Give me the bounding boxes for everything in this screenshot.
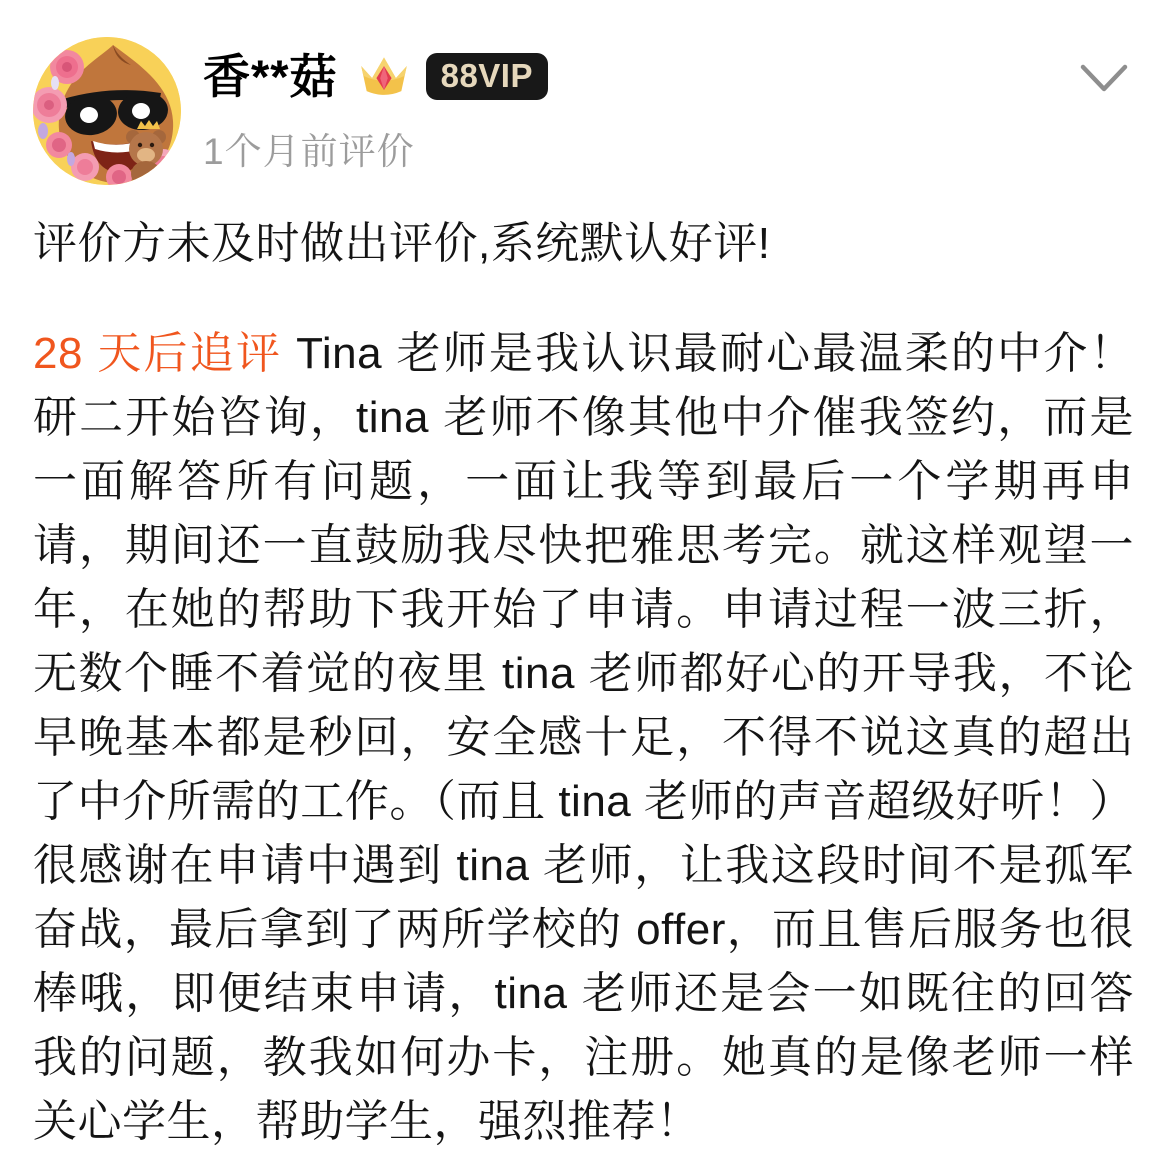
followup-review [33, 322, 1134, 1154]
chevron-down-icon[interactable] [1078, 59, 1130, 99]
username: 香**菇 [203, 50, 338, 103]
review-time: 1个月前评价 [203, 130, 415, 172]
vip-badge: 88VIP [426, 53, 548, 100]
review-header [33, 37, 1134, 185]
name-row [203, 51, 548, 103]
user-meta [203, 37, 548, 175]
followup-text: Tina 老师是我认识最耐心最温柔的中介！研二开始咨询，tina 老师不像其他中介催我签约，而是一面解答所有问题，一面让我等到最后一个学期再申请，期间还一直鼓励我尽快把雅思考完。就这样观望一年，在她的帮助下我开始了申请。申请过程一波三折，无数个睡不着觉的夜里 tina 老师都好心的开导我，不论早晚基本都是秒回，安全感十足，不得不说这真的超出了中介所需的工作。（而且 tina 老师的声音超级好听！）很感谢在申请中遇到 tina 老师，让我这段时间不是孤军奋战，最后拿到了两所学校的 offer，而且售后服务也很棒哦，即便结束申请，tina 老师还是会一如既往的回答我的问题，教我如何办卡，注册。她真的是像老师一样关心学生，帮助学生，强烈推荐！ [33, 329, 1134, 1146]
initial-review-text: 评价方未及时做出评价,系统默认好评! [33, 219, 771, 268]
avatar-illustration [33, 37, 181, 185]
avatar[interactable] [33, 37, 181, 185]
crown-icon [358, 53, 410, 101]
followup-tag: 28 天后追评 [33, 329, 283, 378]
